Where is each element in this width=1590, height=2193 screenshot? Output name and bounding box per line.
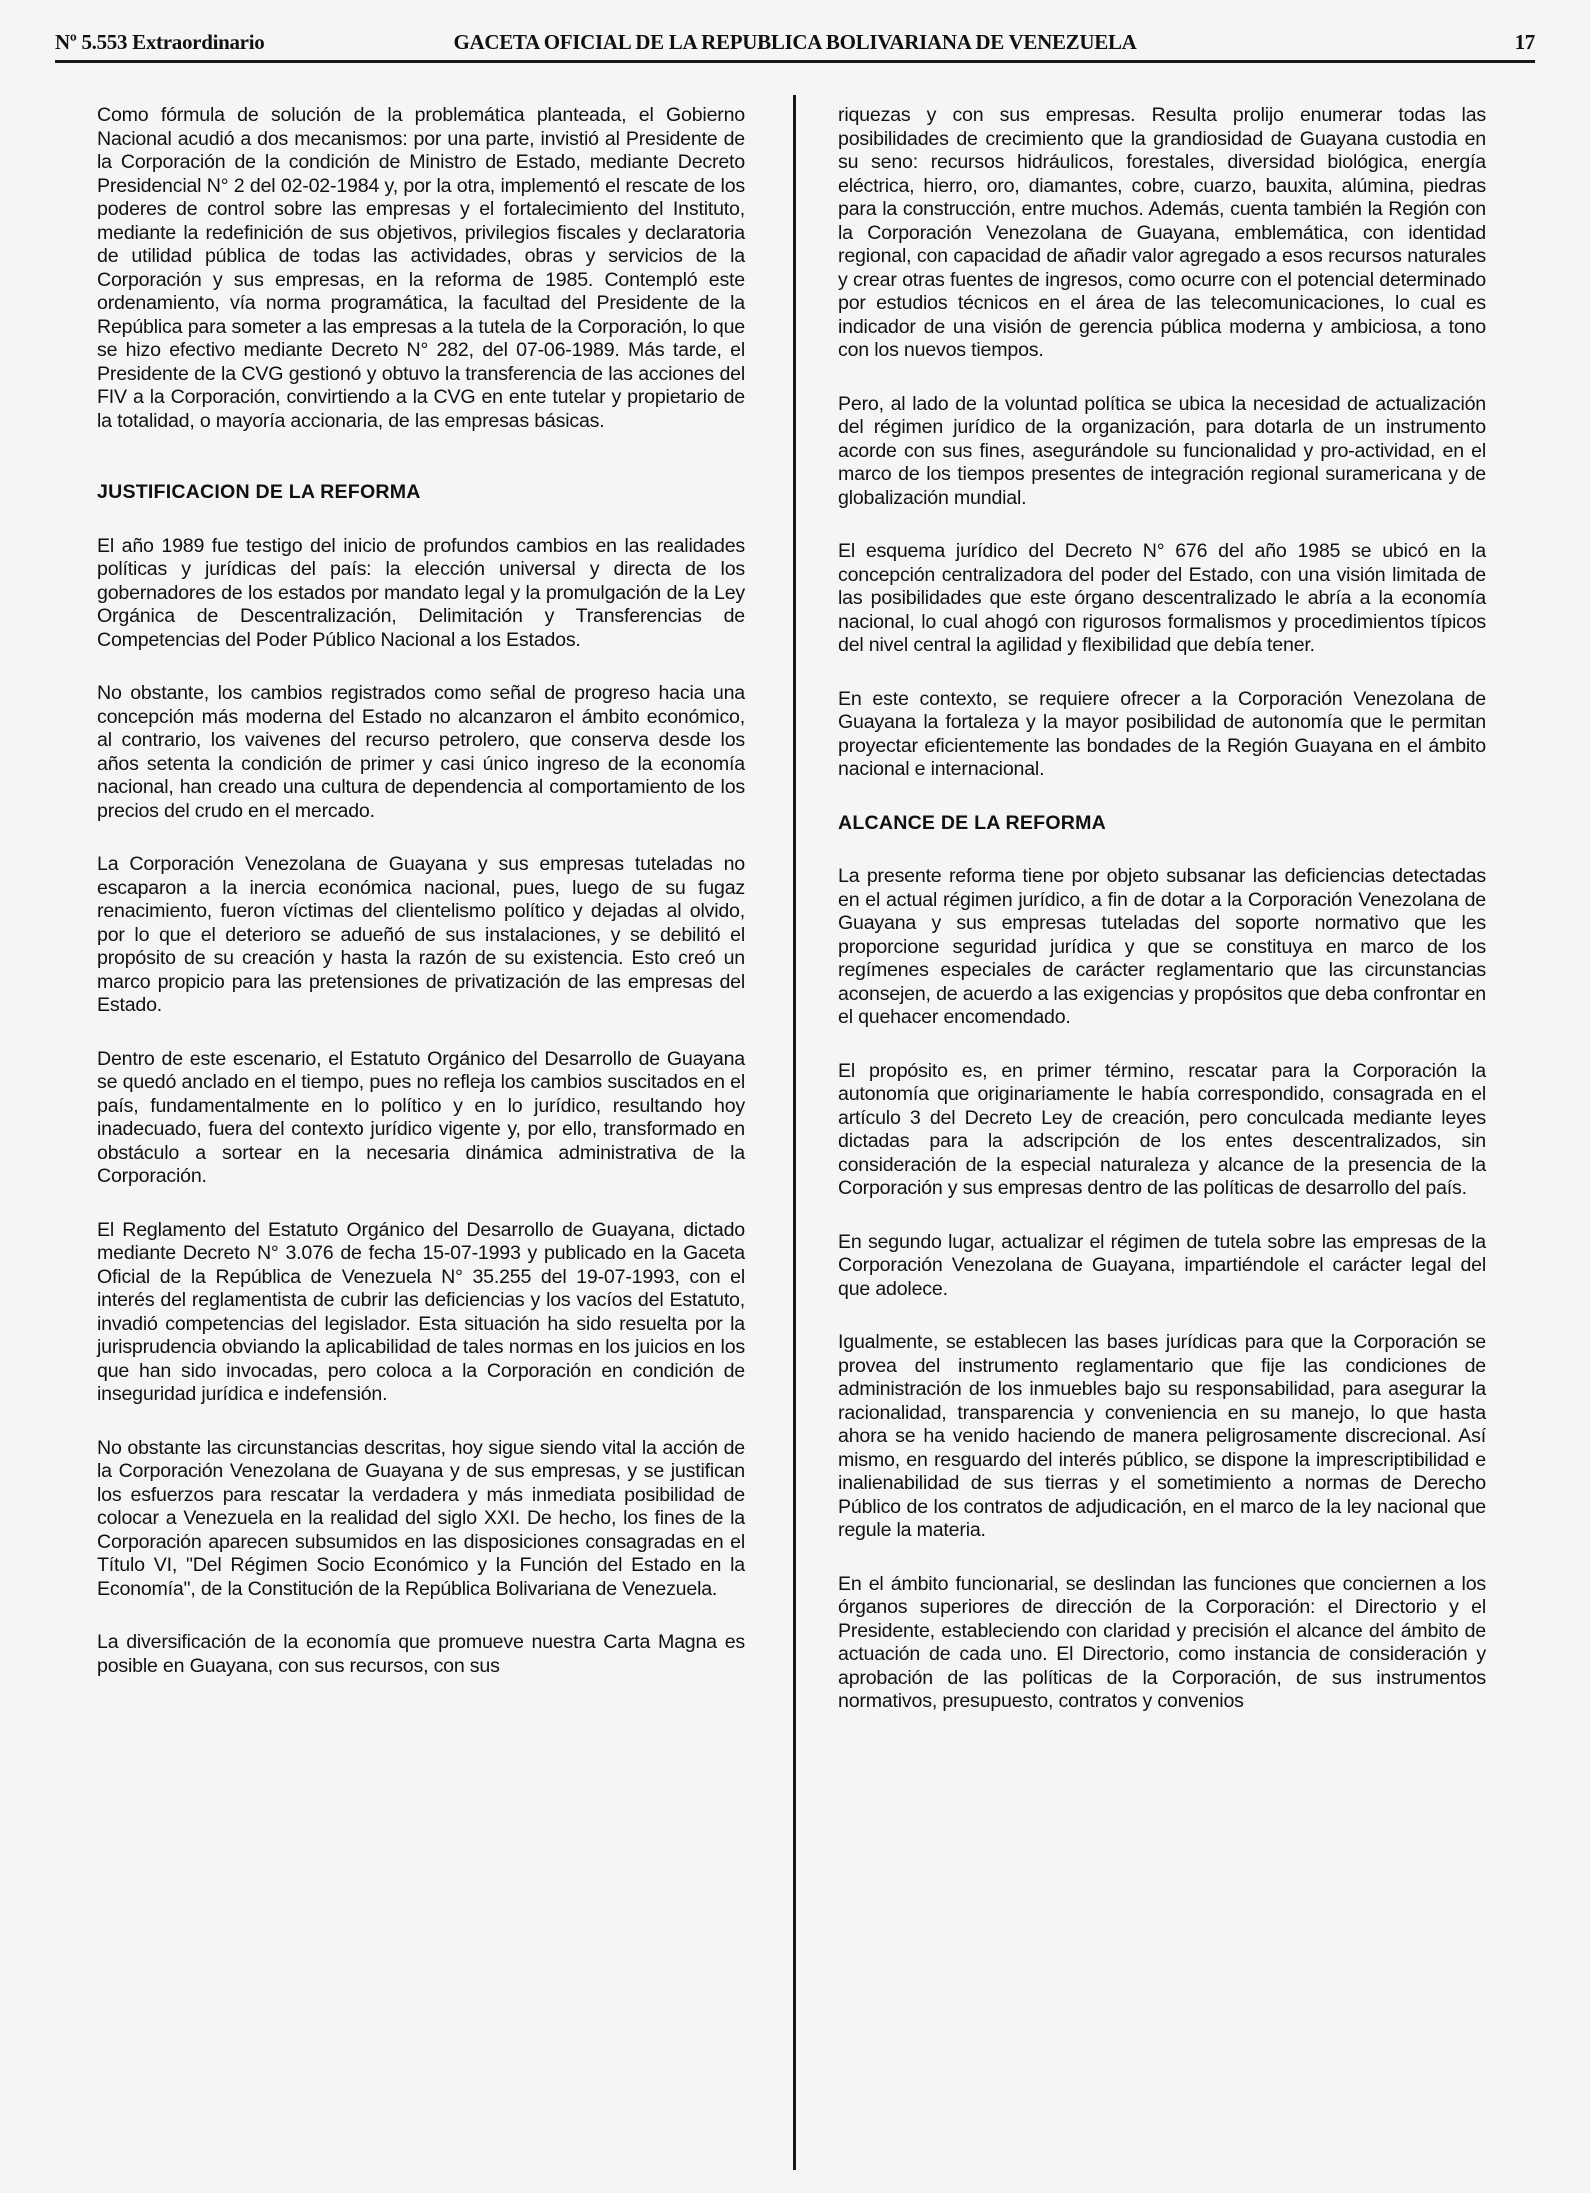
paragraph: Dentro de este escenario, el Estatuto Orgánico del Desarrollo de Guayana se quedó anclado en el tiempo, pues no refleja los cambios suscitados en el país, fundamentalmente en lo político y en lo jurídico, resultando hoy inadecuado, fuera del contexto jurídico vigente y, por ello, transformado en obstáculo a sortear en la necesaria dinámica administrativa de la Corporación. <box>97 1047 745 1187</box>
paragraph: No obstante las circunstancias descritas, hoy sigue siendo vital la acción de la Corporación Venezolana de Guayana y de sus empresas, y se justifican los esfuerzos para rescatar la verdadera y más inmediata posibilidad de colocar a Venezuela en la realidad del siglo XXI. De hecho, los fines de la Corporación aparecen subsumidos en las disposiciones consagradas en el Título VI, "Del Régimen Socio Económico y la Función del Estado en la Economía", de la Constitución de la República Bolivariana de Venezuela. <box>97 1436 745 1600</box>
paragraph: La Corporación Venezolana de Guayana y sus empresas tuteladas no escaparon a la inercia económica nacional, pues, luego de su fugaz renacimiento, fueron víctimas del clientelismo político y dejadas al olvido, por lo que el deterioro se adueñó de sus instalaciones, y se debilitó el propósito de su creación y hasta la razón de su existencia. Esto creó un marco propicio para las pretensiones de privatización de las empresas del Estado. <box>97 853 745 1016</box>
column-divider <box>793 95 796 2170</box>
paragraph: El propósito es, en primer término, rescatar para la Corporación la autonomía que originariamente le había correspondido, consagrada en el artículo 3 del Decreto Ley de creación, pero conculcada mediante leyes dictadas para la adscripción de los entes descentralizados, sin consideración de la especial naturaleza y alcance de la presencia de la Corporación y sus empresas dentro de las políticas de desarrollo del país. <box>838 1059 1486 1199</box>
paragraph: En el ámbito funcionarial, se deslindan las funciones que conciernen a los órganos superiores de dirección de la Corporación: el Directorio y el Presidente, estableciendo con claridad y precisión el alcance del ámbito de actuación de cada uno. El Directorio, como instancia de consideración y aprobación de las políticas de la Corporación, de sus instrumentos normativos, presupuesto, contratos y convenios <box>838 1572 1486 1712</box>
page-number: 17 <box>1514 30 1535 54</box>
issue-number: Nº 5.553 Extraordinario <box>55 30 265 54</box>
paragraph: En este contexto, se requiere ofrecer a la Corporación Venezolana de Guayana la fortaleza y la mayor posibilidad de autonomía que le permitan proyectar eficientemente las bondades de la Región Guayana en el ámbito nacional e internacional. <box>838 687 1486 780</box>
paragraph: El esquema jurídico del Decreto N° 676 del año 1985 se ubicó en la concepción centralizadora del poder del Estado, con una visión limitada de las posibilidades que este órgano descentralizado le abría a la economía nacional, lo cual ahogó con rigurosos formalismos y procedimientos típicos del nivel central la agilidad y flexibilidad que debía tener. <box>838 540 1486 656</box>
page-header <box>55 30 1535 64</box>
paragraph: La diversificación de la economía que promueve nuestra Carta Magna es posible en Guayana, con sus recursos, con sus <box>97 1631 745 1677</box>
paragraph: El año 1989 fue testigo del inicio de profundos cambios en las realidades políticas y jurídicas del país: la elección universal y directa de los gobernadores de los estados por mandato legal y la promulgación de la Ley Orgánica de Descentralización, Delimitación y Transferencias de Competencias del Poder Público Nacional a los Estados. <box>97 534 745 651</box>
left-column <box>97 104 745 1678</box>
paragraph: Como fórmula de solución de la problemática planteada, el Gobierno Nacional acudió a dos mecanismos: por una parte, invistió al Presidente de la Corporación de la condición de Ministro de Estado, mediante Decreto Presidencial N° 2 del 02-02-1984 y, por la otra, implementó el rescate de los poderes de control sobre las empresas y el fortalecimiento del Instituto, mediante la redefinición de sus objetivos, privilegios fiscales y declaratoria de utilidad pública de todas las actividades, obras y servicios de la Corporación y sus empresas, en la reforma de 1985. Contempló este ordenamiento, vía norma programática, la facultad del Presidente de la República para someter a las empresas a la tutela de la Corporación, lo que se hizo efectivo mediante Decreto N° 282, del 07-06-1989. Más tarde, el Presidente de la CVG gestionó y obtuvo la transferencia de las acciones del FIV a la Corporación, convirtiendo a la CVG en ente tutelar y propietario de la totalidad, o mayoría accionaria, de las empresas básicas. <box>97 104 745 432</box>
paragraph: La presente reforma tiene por objeto subsanar las deficiencias detectadas en el actual régimen jurídico, a fin de dotar a la Corporación Venezolana de Guayana y sus empresas tuteladas del soporte normativo que les proporcione seguridad jurídica y que se constituya en marco de los regímenes especiales de carácter reglamentario que las circunstancias aconsejen, de acuerdo a las exigencias y propósitos que deba confrontar en el quehacer encomendado. <box>838 865 1486 1028</box>
paragraph: No obstante, los cambios registrados como señal de progreso hacia una concepción más moderna del Estado no alcanzaron el ámbito económico, al contrario, los vaivenes del recurso petrolero, que conserva desde los años setenta la condición de primer y casi único ingreso de la economía nacional, han creado una cultura de dependencia al comportamiento de los precios del crudo en el mercado. <box>97 682 745 822</box>
paragraph: En segundo lugar, actualizar el régimen de tutela sobre las empresas de la Corporación Venezolana de Guayana, impartiéndole el carácter legal del que adolece. <box>838 1230 1486 1300</box>
paragraph: Pero, al lado de la voluntad política se ubica la necesidad de actualización del régimen jurídico de la organización, para dotarla de un instrumento acorde con sus fines, asegurándole su funcionalidad y pro-actividad, en el marco de los tiempos presentes de integración regional suramericana y de globalización mundial. <box>838 392 1486 509</box>
section-heading-alcance: ALCANCE DE LA REFORMA <box>838 811 1106 834</box>
right-column <box>838 104 1486 1714</box>
paragraph: El Reglamento del Estatuto Orgánico del Desarrollo de Guayana, dictado mediante Decreto N° 3.076 de fecha 15-07-1993 y publicado en la Gaceta Oficial de la República de Venezuela N° 35.255 del 19-07-1993, con el interés del reglamentista de cubrir las deficiencias y los vacíos del Estatuto, invadió competencias del legislador. Esta situación ha sido resuelta por la jurisprudencia obviando la aplicabilidad de tales normas en los juicios en los que han sido invocadas, pero coloca a la Corporación en condición de inseguridad jurídica e indefensión. <box>97 1218 745 1405</box>
section-heading-justificacion: JUSTIFICACION DE LA REFORMA <box>97 481 421 503</box>
paragraph: riquezas y con sus empresas. Resulta prolijo enumerar todas las posibilidades de crecimiento que la grandiosidad de Guayana custodia en su seno: recursos hidráulicos, forestales, diversidad biológica, energía eléctrica, hierro, oro, diamantes, cobre, cuarzo, bauxita, alúmina, piedras para la construcción, entre muchos. Además, cuenta también la Región con la Corporación Venezolana de Guayana, emblemática, con identidad regional, con capacidad de añadir valor agregado a esos recursos naturales y crear otras fuentes de ingresos, como ocurre con el potencial determinado por estudios técnicos en el área de las telecomunicaciones, lo cual es indicador de una visión de gerencia pública moderna y ambiciosa, a tono con los nuevos tiempos. <box>838 104 1486 361</box>
masthead-title: GACETA OFICIAL DE LA REPUBLICA BOLIVARIANA DE VENEZUELA <box>453 30 1137 54</box>
header-rule <box>55 60 1535 63</box>
paragraph: Igualmente, se establecen las bases jurídicas para que la Corporación se provea del instrumento reglamentario que fije las condiciones de administración de los inmuebles bajo su responsabilidad, para asegurar la racionalidad, transparencia y conveniencia en su manejo, lo que hasta ahora se ha venido haciendo de manera peligrosamente discrecional. Así mismo, en resguardo del interés público, se dispone la imprescriptibilidad e inalienabilidad de sus tierras y el sometimiento a normas de Derecho Público de los contratos de adjudicación, en el marco de la ley nacional que regule la materia. <box>838 1331 1486 1541</box>
